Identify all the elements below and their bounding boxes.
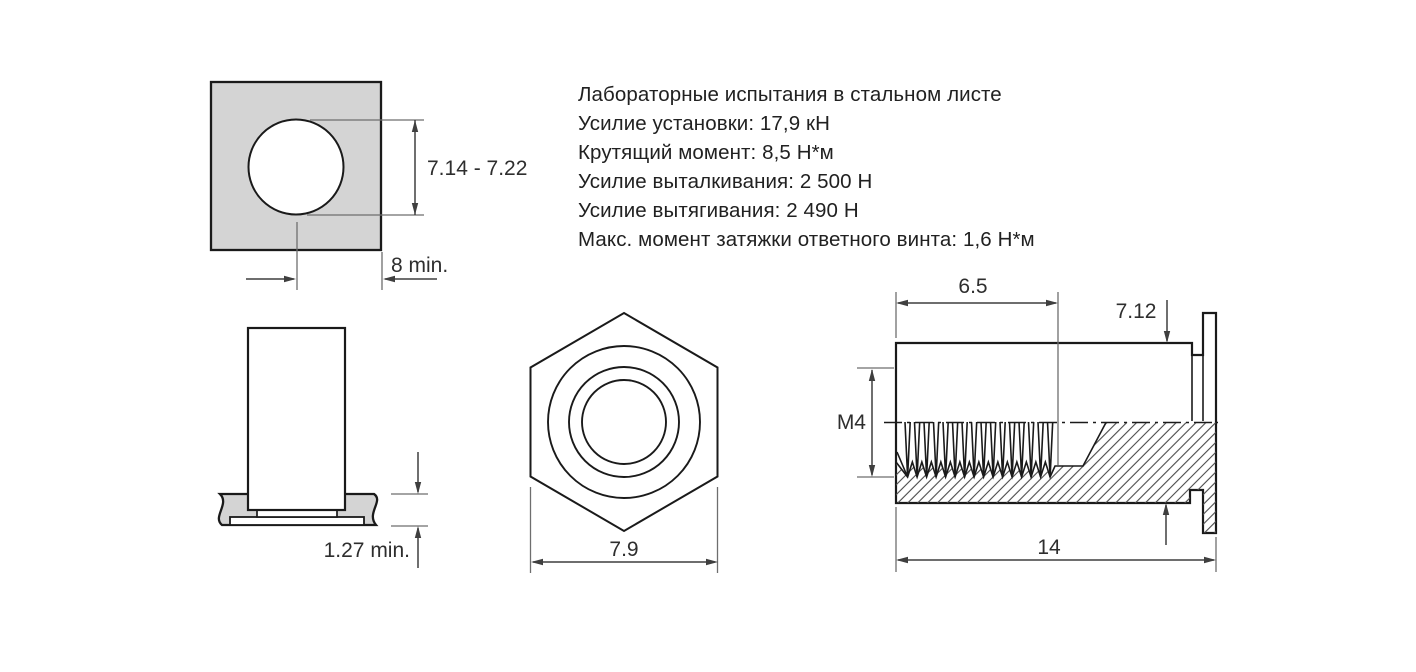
spec-line-torque: Крутящий момент: 8,5 Н*м	[578, 141, 834, 164]
overall-length-label: 14	[1037, 536, 1061, 559]
standoff-flange-side	[230, 517, 364, 525]
hex-across-flats-label: 7.9	[609, 538, 639, 561]
standoff-body-side	[248, 328, 345, 510]
hole-diameter-label: 7.14 - 7.22	[427, 157, 528, 180]
spec-line-max-screw-torque: Макс. момент затяжки ответного винта: 1,6 Н*м	[578, 228, 1035, 251]
sheet-thickness-label: 1.27 min.	[323, 539, 410, 562]
spec-line-title: Лабораторные испытания в стальном листе	[578, 83, 1002, 106]
shank-diameter-label: 7.12	[1115, 300, 1157, 323]
edge-distance-label: 8 min.	[391, 254, 449, 277]
spec-line-installation-force: Усилие установки: 17,9 кН	[578, 112, 830, 135]
mounting-hole	[249, 120, 344, 215]
thread-length-label: 6.5	[958, 275, 988, 298]
spec-line-pullout: Усилие вытягивания: 2 490 Н	[578, 199, 859, 222]
installed-side-view	[219, 328, 428, 568]
hex-front-view	[531, 313, 719, 573]
thread-size-label: M4	[836, 411, 866, 434]
spec-line-pushout: Усилие выталкивания: 2 500 Н	[578, 170, 873, 193]
plate-top-view	[211, 82, 527, 290]
cross-section-view	[837, 275, 1218, 572]
